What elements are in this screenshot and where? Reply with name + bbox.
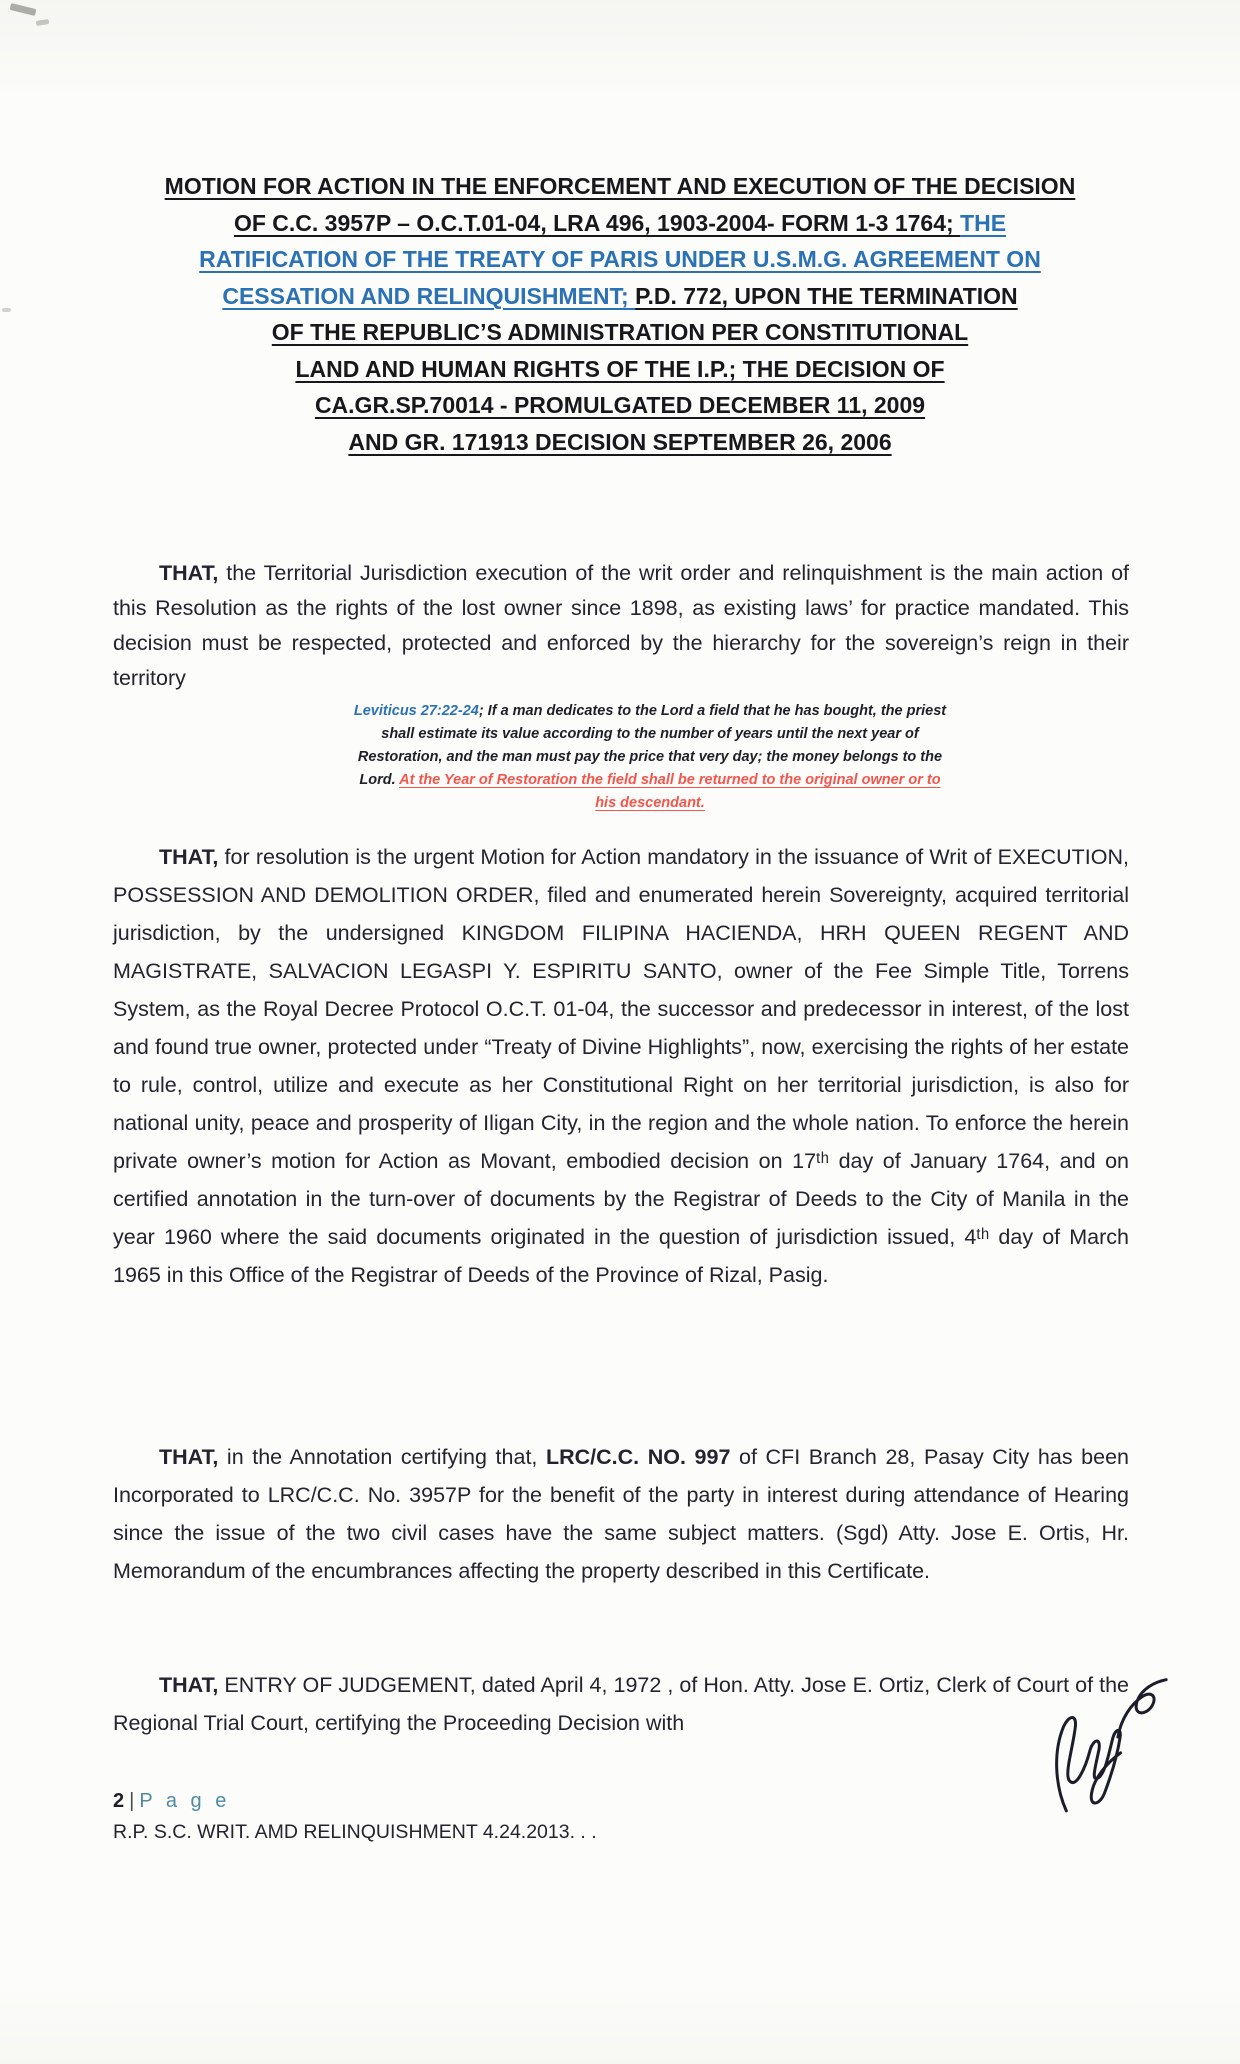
scan-artifact-speck [10, 3, 37, 16]
paragraph-lead-word: THAT, [159, 561, 219, 585]
paragraph-text: for resolution is the urgent Motion for Action mandatory in the issuance of Writ of EXECUTION, POSSESSION AND DEMOLITION ORDER, filed and enumerated herein Sovereignty, acquired territorial jurisdiction, by the undersigned KINGDOM FILIPINA HACIENDA, HRH QUEEN REGENT AND MAGISTRATE, SALVACION LEGASPI Y. ESPIRITU SANTO, owner of the Fee Simple Title, Torrens System, as the Royal Decree Protocol O.C.T. 01-04, the successor and predecessor in interest, of the lost and found true owner, protected under “Treaty of Divine Highlights”, now, exercising the rights of her estate to rule, control, utilize and execute as her Constitutional Right on her territorial jurisdiction, is also for national unity, peace and prosperity of Iligan City, in the region and the whole nation. To enforce the herein private owner’s motion for Action as Movant, embodied decision on 17ᵗʰ day of January 1764, and on certified annotation in the turn-over of documents by the Registrar of Deeds to the City of Manila in the year 1960 where the said documents originated in the question of jurisdiction issued, 4ᵗʰ day of March 1965 in this Office of the Registrar of Deeds of the Province of Rizal, Pasig. [113, 845, 1129, 1287]
paragraph-bold-case-number: LRC/C.C. NO. 997 [545, 1445, 731, 1469]
title-text: CA.GR.SP.70014 - PROMULGATED DECEMBER 11, 2009 [314, 392, 926, 418]
title-line-2 [115, 205, 1125, 242]
footer-separator: | [129, 1790, 135, 1812]
handwritten-signature-icon [1015, 1663, 1205, 1832]
scripture-text: ; If a man dedicates to the Lord a field that he has bought, the priest shall estimate its value according to the number of years until the next year of Restoration, and the man must pay the price that very day; the money belongs to the Lord. [357, 703, 947, 788]
paragraph-entry-of-judgement [113, 1666, 1129, 1742]
paragraph-territorial-jurisdiction [113, 556, 1129, 696]
page-number: 2 [113, 1790, 125, 1812]
paragraph-text: of CFI Branch 28, Pasay City has been Incorporated to LRC/C.C. No. 3957P for the benefit of the party in interest during attendance of Hearing since the issue of the two civil cases have the same subject matters. (Sgd) Atty. Jose E. Ortis, Hr. Memorandum of the encumbrances affecting the property described in this Certificate. [113, 1445, 1129, 1583]
title-line-3 [115, 241, 1125, 278]
title-line-4 [115, 278, 1125, 315]
title-text: OF C.C. 3957P – O.C.T.01-04, LRA 496, 1903-2004- FORM 1-3 1764; [233, 209, 961, 236]
scripture-highlighted-text: At the Year of Restoration the field shall be returned to the original owner or to his descendant. [399, 772, 941, 811]
footer-page-word: P a g e [139, 1790, 231, 1812]
paragraph-lead-word: THAT, [159, 845, 219, 869]
title-text: OF THE REPUBLIC’S ADMINISTRATION PER CONSTITUTIONAL [271, 319, 969, 345]
footer-document-reference: R.P. S.C. WRIT. AMD RELINQUISHMENT 4.24.2013. . . [113, 1821, 597, 1843]
scripture-reference: Leviticus 27:22-24 [353, 703, 479, 719]
title-text-blue: THE [960, 209, 1007, 236]
title-line-1 [115, 168, 1125, 205]
paragraph-annotation-certifying [113, 1438, 1129, 1590]
paragraph-text: the Territorial Jurisdiction execution of the writ order and relinquishment is the main action of this Resolution as the rights of the lost owner since 1898, as existing laws’ for practice mandated. This decision must be respected, protected and enforced by the hierarchy for the sovereign’s reign in their territory [113, 561, 1129, 690]
scripture-quote-block [352, 700, 948, 815]
page-footer [113, 1786, 597, 1848]
paragraph-text: ENTRY OF JUDGEMENT, dated April 4, 1972 , of Hon. Atty. Jose E. Ortiz, Clerk of Court of the Regional Trial Court, certifying the Proceeding Decision with [113, 1673, 1129, 1735]
title-text-blue: CESSATION AND RELINQUISHMENT; [222, 282, 636, 309]
paragraph-lead-word: THAT, [159, 1673, 219, 1697]
footer-page-line [113, 1786, 597, 1817]
title-text-blue: RATIFICATION OF THE TREATY OF PARIS UNDER U.S.M.G. AGREEMENT ON [199, 246, 1041, 272]
title-line-7 [115, 387, 1125, 424]
scan-artifact-speck [36, 19, 50, 26]
paragraph-text: in the Annotation certifying that, [218, 1445, 546, 1469]
scan-artifact-speck [2, 308, 11, 312]
title-text: P.D. 772, UPON THE TERMINATION [635, 282, 1018, 309]
title-line-6 [115, 351, 1125, 388]
title-text: AND GR. 171913 DECISION SEPTEMBER 26, 2006 [348, 428, 892, 455]
title-text: MOTION FOR ACTION IN THE ENFORCEMENT AND EXECUTION OF THE DECISION [164, 173, 1076, 199]
paragraph-motion-for-action [113, 838, 1129, 1294]
title-line-8 [115, 424, 1125, 461]
document-title [115, 168, 1125, 460]
paragraph-lead-word: THAT, [159, 1445, 219, 1469]
title-line-5 [115, 314, 1125, 351]
title-text: LAND AND HUMAN RIGHTS OF THE I.P.; THE DECISION OF [295, 355, 945, 382]
